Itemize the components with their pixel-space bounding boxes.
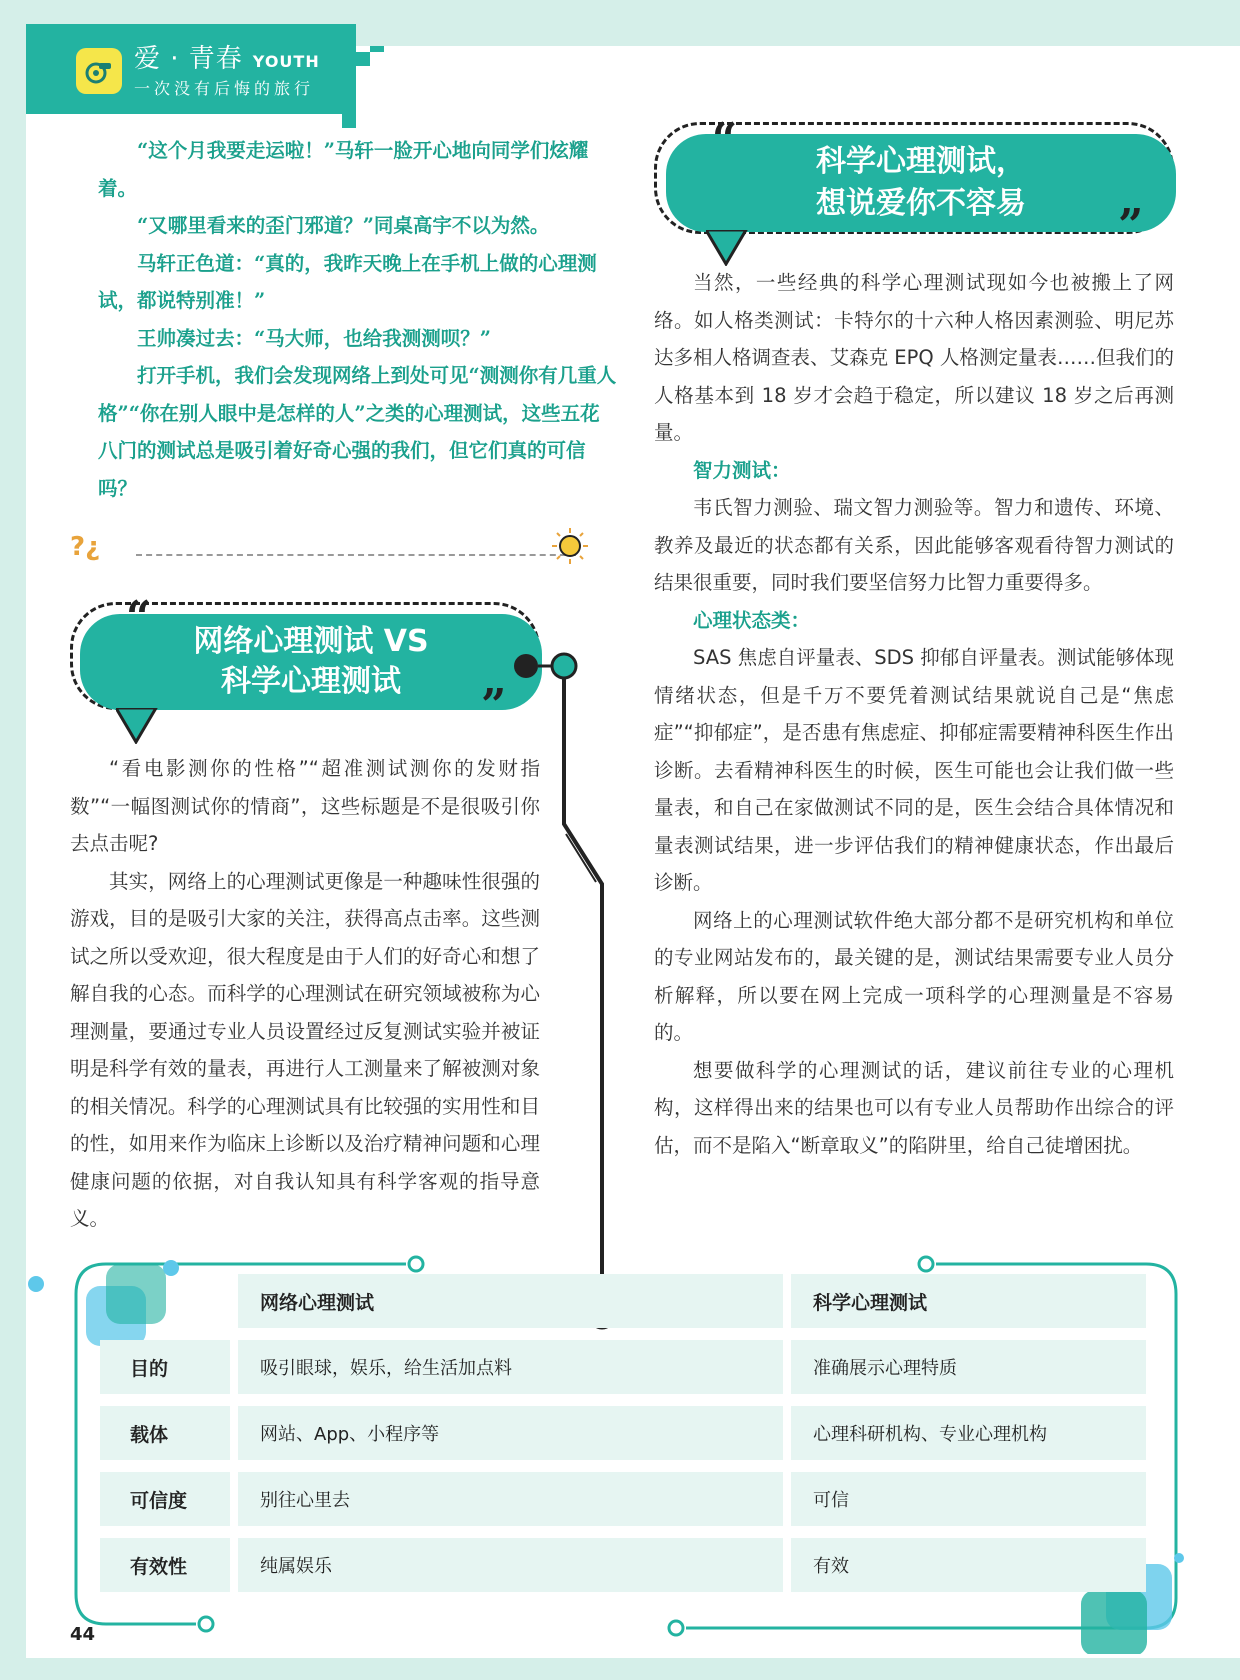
intro-paragraph: 王帅凑过去：“马大师，也给我测测呗？” (137, 326, 491, 350)
open-quote-icon: “ (712, 114, 738, 165)
row-label: 可信度 (100, 1472, 230, 1526)
close-quote-icon: ” (481, 680, 507, 731)
table-row (100, 1340, 1180, 1394)
right-paragraph: 当然，一些经典的科学心理测试现如今也被搬上了网络。如人格类测试：卡特尔的十六种人格因素测验、明尼苏达多相人格调查表、艾森克 EPQ 人格测定量表……但我们的人格基本到 18 岁才会趋于稳定，所以建议 18 岁之后再测量。 (654, 271, 1174, 444)
open-quote-icon: “ (126, 592, 152, 643)
right-paragraph: 韦氏智力测验、瑞文智力测验等。智力和遗传、环境、教养及最近的状态都有关系，因此能够客观看待智力测试的结果很重要，同时我们要坚信努力比智力重要得多。 (654, 496, 1174, 594)
comparison-table (100, 1274, 1180, 1604)
close-quote-icon: ” (1118, 200, 1144, 251)
table-row (100, 1472, 1180, 1526)
lightbulb-icon (550, 526, 590, 570)
intro-paragraph: “又哪里看来的歪门邪道？”同桌高宇不以为然。 (137, 214, 550, 237)
header-title: 爱 · 青春 YOUTH (134, 44, 320, 74)
magazine-page (26, 24, 1240, 1658)
intro-paragraph: 马轩正色道：“真的，我昨天晚上在手机上做的心理测试，都说特别准！” (98, 251, 597, 312)
header-subtitle: 一次没有后悔的旅行 (134, 79, 315, 98)
cell-online: 吸引眼球，娱乐，给生活加点料 (238, 1340, 783, 1394)
subhead-mental-state: 心理状态类： (693, 608, 811, 632)
pixel-decoration (356, 52, 370, 66)
right-heading-line1: 科学心理测试， (816, 144, 1026, 179)
subhead-intelligence: 智力测试： (693, 458, 791, 482)
table-header-online: 网络心理测试 (238, 1274, 783, 1328)
header-banner (26, 24, 356, 114)
question-icon: ?¿ (70, 532, 101, 562)
left-heading-line2: 科学心理测试 (221, 664, 401, 699)
intro-paragraph: “这个月我要走运啦！”马轩一脸开心地向同学们炫耀着。 (98, 139, 589, 200)
right-section-heading (666, 134, 1176, 232)
cell-online: 网站、App、小程序等 (238, 1406, 783, 1460)
table-header-scientific: 科学心理测试 (791, 1274, 1146, 1328)
table-header-row (100, 1274, 1180, 1328)
left-bubble-tail (116, 708, 166, 744)
right-heading-line2: 想说爱你不容易 (816, 186, 1026, 221)
cell-online: 别往心里去 (238, 1472, 783, 1526)
intro-paragraph: 打开手机，我们会发现网络上到处可见“测测你有几重人格”“你在别人眼中是怎样的人”之类的心理测试，这些五花八门的测试总是吸引着好奇心强的我们，但它们真的可信吗？ (98, 364, 617, 500)
row-label: 目的 (100, 1340, 230, 1394)
left-paragraph: “看电影测你的性格”“超准测试测你的发财指数”“一幅图测试你的情商”，这些标题是不是很吸引你去点击呢? (70, 757, 540, 855)
page-number: 44 (70, 1624, 96, 1645)
right-bubble-tail (706, 230, 756, 266)
right-paragraph: SAS 焦虑自评量表、SDS 抑郁自评量表。测试能够体现情绪状态，但是千万不要凭着测试结果就说自己是“焦虑症”“抑郁症”，是否患有焦虑症、抑郁症需要精神科医生作出诊断。去看精神科医生的时候，医生可能也会让我们做一些量表，和自己在家做测试不同的是，医生会结合具体情况和量表测试结果，进一步评估我们的精神健康状态，作出最后诊断。 (654, 646, 1174, 894)
cell-scientific: 可信 (791, 1472, 1146, 1526)
left-paragraph: 其实，网络上的心理测试更像是一种趣味性很强的游戏，目的是吸引大家的关注，获得高点击率。这些测试之所以受欢迎，很大程度是由于人们的好奇心和想了解自我的心态。而科学的心理测试在研究领域被称为心理测量，要通过专业人员设置经过反复测试实验并被证明是科学有效的量表，再进行人工测量来了解被测对象的相关情况。科学的心理测试具有比较强的实用性和目的性，如用来作为临床上诊断以及治疗精神问题和心理健康问题的依据，对自我认知具有科学客观的指导意义。 (70, 869, 540, 1230)
right-column (654, 264, 1174, 1164)
right-paragraph: 想要做科学的心理测试的话，建议前往专业的心理机构，这样得出来的结果也可以有专业人员帮助作出综合的评估，而不是陷入“断章取义”的陷阱里，给自己徒增困扰。 (654, 1058, 1174, 1157)
row-label: 载体 (100, 1406, 230, 1460)
cell-scientific: 心理科研机构、专业心理机构 (791, 1406, 1146, 1460)
intro-story (98, 132, 618, 507)
cell-scientific: 准确展示心理特质 (791, 1340, 1146, 1394)
left-heading-line1: 网络心理测试 VS (193, 624, 429, 659)
right-paragraph: 网络上的心理测试软件绝大部分都不是研究机构和单位的专业网站发布的，最关键的是，测试结果需要专业人员分析解释，所以要在网上完成一项科学的心理测量是不容易的。 (654, 908, 1174, 1044)
whistle-icon (76, 48, 122, 94)
top-bar (356, 24, 1240, 46)
pixel-decoration (342, 114, 356, 128)
table-row (100, 1406, 1180, 1460)
row-label: 有效性 (100, 1538, 230, 1592)
table-corner-cell (100, 1274, 230, 1328)
cell-scientific: 有效 (791, 1538, 1146, 1592)
table-row (100, 1538, 1180, 1592)
dashed-divider (136, 554, 576, 556)
left-column (70, 750, 540, 1238)
cell-online: 纯属娱乐 (238, 1538, 783, 1592)
